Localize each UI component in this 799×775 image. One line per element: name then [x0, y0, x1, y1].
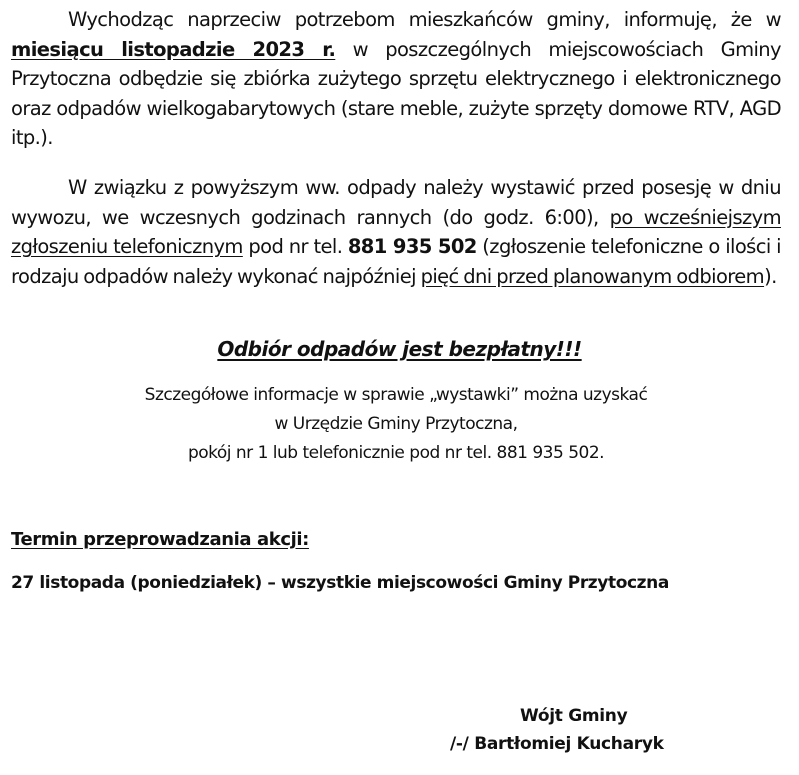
- instructions-text-1: W związku z powyższym ww. odpady należy wystawić przed posesję w dniu wywozu, we wczesnych godzinach rannych (do godz. 6:00),: [11, 176, 781, 229]
- phone-registration-note: po wcześniejszym zgłoszeniu telefonicznym: [11, 205, 781, 258]
- info-line-2: w Urzędzie Gminy Przytoczna,: [274, 414, 518, 434]
- instructions-text-3: (zgłoszenie telefoniczne o ilości i rodzaju odpadów należy wykonać najpóźniej: [11, 235, 781, 288]
- instructions-text-2: pod nr tel.: [242, 235, 348, 258]
- info-line-3: pokój nr 1 lub telefonicznie pod nr tel. 881 935 502.: [187, 443, 605, 463]
- free-collection-notice: Odbiór odpadów jest bezpłatny!!!: [217, 337, 582, 361]
- term-heading: Termin przeprowadzania akcji:: [11, 529, 309, 550]
- signature-role: Wójt Gminy: [520, 706, 628, 726]
- intro-text-2: w poszczególnych miejscowościach Gminy Przytoczna odbędzie się zbiórka zużytego sprzętu elektrycznego i elektronicznego oraz odpadów wielkogabarytowych (stare meble, zużyte sprzęty domowe RTV, AGD itp.).: [11, 37, 781, 149]
- intro-paragraph: [11, 5, 781, 153]
- info-line-1: Szczegółowe informacje w sprawie „wystawki” można uzyskać: [144, 385, 648, 405]
- deadline-note: pięć dni przed planowanym odbiorem: [420, 264, 765, 288]
- instructions-paragraph: [11, 173, 781, 291]
- term-date-line: 27 listopada (poniedziałek) – wszystkie miejscowości Gminy Przytoczna: [11, 573, 669, 593]
- info-block: [0, 381, 792, 468]
- collection-month: miesiącu listopadzie 2023 r.: [11, 37, 336, 61]
- instructions-text-4: ).: [764, 264, 777, 288]
- intro-text-1: Wychodząc naprzeciw potrzebom mieszkańców gminy, informuję, że w: [68, 8, 781, 31]
- signature-name: /-/ Bartłomiej Kucharyk: [450, 734, 664, 754]
- phone-number: 881 935 502: [347, 235, 477, 258]
